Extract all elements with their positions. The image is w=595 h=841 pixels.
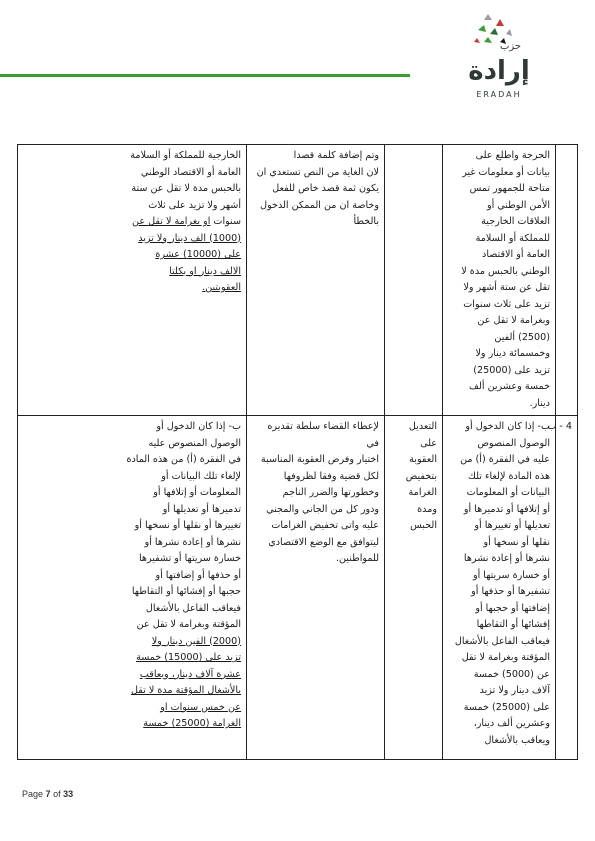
row-number — [556, 145, 578, 416]
justification-cell: لإعطاء القضاء سلطة تقديره في اختيار وفرض العقوبة المناسبة لكل قضية وفقا لظروفها وخطورتها والضرر الناجم ودور كل من الجاني والمجني عليه واتى تخفيض الغرامات ليتوافق مع الوضع الاقتصادي للمواطنين. — [247, 416, 385, 760]
logo-party-label: حزب — [500, 41, 522, 52]
table-row — [18, 416, 578, 760]
page-label: Page — [22, 789, 44, 799]
logo-latin-wordmark: ERADAH — [476, 90, 522, 99]
page-footer — [22, 789, 73, 799]
current-text-cell: ب- إذا كان الدخول أو الوصول المنصوص عليه في الفقرة (أ) من هذه المادة لإلغاء تلك البيانات أو المعلومات أو إتلافها أو تدميرها أو تعديلها أو تغييرها أو نقلها أو نسخها أو نشرها أو إعادة نشرها أو خسارة سريتها أو تشفيرها أو حذفها أو إضافتها أو حجبها أو إفشائها أو التقاطها فيعاقب الفاعل بالأشغال المؤقتة وبغرامة لا تقل عن (5000) خمسة آلاف دينار ولا تزيد على (25000) خمسة وعشرين ألف دينار، ويعاقب بالأشغال — [443, 416, 556, 760]
proposed-text-underlined: او بغرامة لا تقل عن (1000) الف دينار ولا تزيد على (10000) عشرة الالف دينار او بكلتا العقوبتين. — [132, 216, 241, 293]
amendment-cell: التعديل على العقوبة بتخفيض الغرامة ومدة الحبس — [385, 416, 443, 760]
proposed-text-cell — [18, 416, 247, 760]
total-pages: 33 — [63, 789, 74, 799]
header-accent-line — [0, 74, 410, 77]
proposed-text-underlined: (2000) الفين دينار ولا تزيد على (15000) خمسة عشرة آلاف دينار، ويعاقب بالأشغال المؤقتة مدة لا تقل عن خمس سنوات او الغرامة (25000) خمسة — [130, 635, 241, 729]
logo-flower-mark — [474, 14, 512, 44]
justification-cell: وتم إضافة كلمة قصدا لان الغاية من النص تستعدي ان يكون ثمة قصد خاص للفعل وخاصة ان من الممكن الدخول بالخطأ — [247, 145, 385, 416]
table-row — [18, 145, 578, 416]
page-number: 7 — [45, 789, 51, 799]
logo-wordmark: إرادة — [468, 56, 530, 86]
amendment-cell — [385, 145, 443, 416]
amendments-table — [17, 144, 578, 760]
proposed-text-cell — [18, 145, 247, 416]
current-text-cell: الحرجة واطلع على بيانات أو معلومات غير متاحة للجمهور تمس الأمن الوطني أو العلاقات الخارجية للمملكة أو السلامة العامة أو الاقتصاد الوطني بالحبس مدة لا تقل عن ستة أشهر ولا تزيد على ثلاث سنوات وبغرامة لا تقل عن (2500) ألفين وخمسمائة دينار ولا تزيد على (25000) خمسة وعشرين ألف دينار. — [443, 145, 556, 416]
row-number: 4 - ب — [556, 416, 578, 760]
of-label: of — [53, 789, 61, 799]
proposed-text-plain: الخارجية للمملكة أو السلامة العامة أو الاقتصاد الوطني بالحبس مدة لا تقل عن ستة أشهر ولا تزيد على ثلاث سنوات — [130, 150, 241, 227]
proposed-text-plain: ب- إذا كان الدخول أو الوصول المنصوص عليه في الفقرة (أ) من هذه المادة لإلغاء تلك البيانات أو المعلومات أو إتلافها أو تدميرها أو تعديلها أو تغييرها أو نقلها أو نسخها أو نشرها أو إعادة نشرها أو خسارة سريتها أو تشفيرها أو حذفها أو إضافتها أو حجبها أو إفشائها أو التقاطها فيعاقب الفاعل بالأشغال المؤقتة وبغرامة لا تقل عن — [126, 421, 241, 630]
